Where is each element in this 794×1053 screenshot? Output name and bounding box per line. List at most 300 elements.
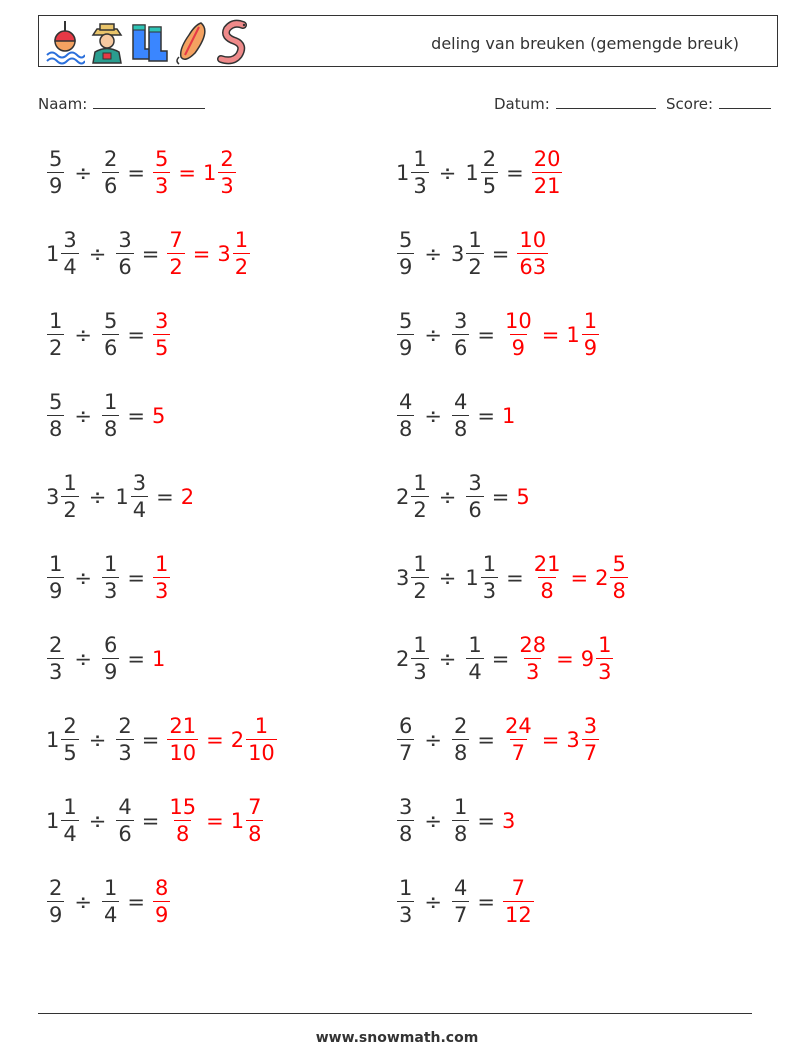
divisor: [115, 473, 149, 521]
whole-number: 2: [396, 485, 410, 509]
denominator: 2: [63, 498, 77, 522]
answer: [531, 149, 564, 197]
numerator: 1: [399, 876, 413, 900]
denominator: 8: [103, 417, 118, 441]
numerator: 15: [169, 795, 197, 819]
numerator: 10: [504, 309, 532, 333]
numerator: 21: [169, 714, 197, 738]
equals-sign: =: [127, 323, 145, 347]
divisor: [115, 230, 134, 278]
footer-url: www.snowmath.com: [315, 1030, 479, 1046]
denominator: 6: [118, 822, 132, 846]
numerator: 1: [413, 147, 427, 171]
denominator: 3: [49, 660, 63, 684]
dividend: [396, 878, 415, 926]
denominator: 8: [453, 741, 468, 765]
numerator: 4: [399, 390, 413, 414]
dividend: [396, 473, 430, 521]
denominator: 6: [453, 336, 468, 360]
whole-number: 1: [465, 566, 479, 590]
denominator: 8: [49, 417, 63, 441]
divide-sign: ÷: [438, 485, 457, 509]
problem-item: [396, 303, 600, 367]
answer: [152, 554, 171, 602]
whole-number: 3: [46, 485, 60, 509]
equals-sign: =: [491, 242, 510, 266]
fraction: [153, 554, 170, 602]
denominator: 8: [612, 579, 626, 603]
fraction: [397, 311, 414, 359]
numerator: 2: [49, 876, 63, 900]
denominator: 8: [248, 822, 262, 846]
numerator: 1: [453, 795, 468, 819]
whole-number: 1: [566, 323, 580, 347]
divide-sign: ÷: [88, 485, 107, 509]
divisor: [101, 554, 120, 602]
divide-sign: ÷: [74, 647, 92, 671]
fraction: [47, 392, 64, 440]
numerator: 1: [103, 390, 118, 414]
fraction: [116, 716, 133, 764]
problem-item: [46, 141, 237, 205]
numerator: 8: [154, 876, 169, 900]
divide-sign: ÷: [74, 161, 92, 185]
denominator: 4: [468, 660, 482, 684]
denominator: 8: [453, 822, 468, 846]
equals-sign: =: [477, 404, 495, 428]
numerator: 3: [583, 714, 598, 738]
numerator: 1: [468, 633, 482, 657]
numerator: 1: [154, 552, 169, 576]
whole-number: 2: [396, 647, 410, 671]
whole-number: 3: [566, 728, 580, 752]
numerator: 3: [118, 228, 132, 252]
denominator: 2: [234, 255, 249, 279]
denominator: 6: [103, 174, 118, 198]
problem-item: [46, 546, 171, 610]
fraction: [452, 878, 469, 926]
divisor: [101, 149, 120, 197]
fraction: [102, 554, 119, 602]
denominator: 8: [399, 417, 413, 441]
fraction: [397, 392, 414, 440]
answer: [217, 230, 251, 278]
numerator: 24: [504, 714, 532, 738]
equals-sign: =: [491, 647, 510, 671]
equals-sign: =: [127, 890, 145, 914]
numerator: 2: [118, 714, 132, 738]
fraction: [246, 716, 277, 764]
fraction: [532, 149, 563, 197]
answer: [502, 311, 535, 359]
dividend: [46, 716, 80, 764]
answer: [152, 647, 166, 671]
score-label: Score:: [666, 95, 714, 113]
fraction: [610, 554, 627, 602]
problem-item: [396, 627, 614, 691]
whole-number: 1: [151, 647, 166, 671]
denominator: 5: [63, 741, 77, 765]
fishing-lure-icon: [171, 19, 211, 65]
fraction: [517, 635, 548, 683]
equals-sign: =: [477, 728, 495, 752]
denominator: 3: [526, 660, 540, 684]
fraction: [411, 473, 428, 521]
fraction: [503, 878, 534, 926]
fraction: [47, 878, 64, 926]
problem-item: [46, 222, 251, 286]
divisor: [465, 554, 499, 602]
answer: [595, 554, 629, 602]
divisor: [451, 716, 470, 764]
dividend: [396, 554, 430, 602]
divide-sign: ÷: [438, 647, 457, 671]
denominator: 7: [583, 741, 598, 765]
fisherman-icon: [87, 19, 127, 65]
problem-item: [46, 465, 195, 529]
numerator: 1: [583, 309, 598, 333]
answer: [566, 311, 600, 359]
fraction: [116, 797, 133, 845]
fraction: [397, 230, 414, 278]
fraction: [47, 311, 64, 359]
answer: [231, 716, 278, 764]
rubber-boots-icon: [129, 19, 169, 65]
answer: [581, 635, 615, 683]
header-icons: [45, 19, 255, 65]
fraction: [61, 716, 78, 764]
fraction: [233, 230, 250, 278]
equals-sign: =: [556, 647, 574, 671]
divide-sign: ÷: [438, 161, 457, 185]
answer: [516, 635, 549, 683]
footer-divider: [38, 1013, 752, 1014]
divisor: [101, 878, 120, 926]
denominator: 8: [176, 822, 190, 846]
problem-item: [46, 870, 171, 934]
denominator: 5: [482, 174, 497, 198]
dividend: [396, 635, 430, 683]
divide-sign: ÷: [424, 728, 442, 752]
numerator: 4: [453, 390, 468, 414]
numerator: 5: [103, 309, 118, 333]
equals-sign: =: [506, 161, 524, 185]
numerator: 7: [248, 795, 262, 819]
denominator: 4: [63, 822, 77, 846]
name-label: Naam:: [38, 95, 88, 113]
answer: [566, 716, 600, 764]
denominator: 3: [118, 741, 132, 765]
fraction: [102, 878, 119, 926]
fraction: [411, 635, 428, 683]
denominator: 3: [598, 660, 612, 684]
fraction: [102, 635, 119, 683]
equals-sign: =: [570, 566, 589, 590]
worksheet-header: [38, 15, 778, 67]
fraction: [246, 797, 263, 845]
equals-sign: =: [477, 323, 495, 347]
fraction: [503, 311, 534, 359]
answer: [166, 230, 185, 278]
numerator: 5: [612, 552, 626, 576]
denominator: 2: [49, 336, 63, 360]
numerator: 4: [453, 876, 468, 900]
whole-number: 1: [46, 728, 60, 752]
equals-sign: =: [127, 566, 145, 590]
dividend: [46, 149, 65, 197]
numerator: 2: [63, 714, 77, 738]
fraction: [167, 716, 198, 764]
fraction: [218, 149, 235, 197]
divide-sign: ÷: [88, 242, 107, 266]
numerator: 7: [511, 876, 526, 900]
fraction: [47, 554, 64, 602]
problem-item: [46, 303, 171, 367]
whole-number: 1: [46, 809, 60, 833]
divide-sign: ÷: [74, 404, 92, 428]
fraction: [397, 797, 414, 845]
divide-sign: ÷: [438, 566, 457, 590]
numerator: 28: [519, 633, 547, 657]
denominator: 9: [154, 903, 169, 927]
denominator: 2: [413, 498, 427, 522]
whole-number: 1: [501, 404, 516, 428]
denominator: 6: [118, 255, 132, 279]
whole-number: 1: [46, 242, 60, 266]
equals-sign: =: [141, 809, 160, 833]
whole-number: 3: [217, 242, 231, 266]
denominator: 3: [413, 660, 427, 684]
equals-sign: =: [541, 323, 560, 347]
score-line: [719, 92, 771, 109]
numerator: 2: [49, 633, 63, 657]
denominator: 7: [399, 741, 413, 765]
fraction: [131, 473, 148, 521]
numerator: 20: [533, 147, 561, 171]
dividend: [46, 878, 65, 926]
divisor: [115, 797, 134, 845]
dividend: [46, 554, 65, 602]
denominator: 3: [399, 903, 413, 927]
numerator: 1: [254, 714, 269, 738]
equals-sign: =: [127, 647, 145, 671]
numerator: 2: [453, 714, 468, 738]
dividend: [46, 311, 65, 359]
name-field: [38, 92, 205, 113]
divide-sign: ÷: [74, 566, 92, 590]
date-field: [494, 92, 656, 113]
divide-sign: ÷: [74, 323, 92, 347]
problem-item: [46, 627, 166, 691]
problem-item: [396, 465, 531, 529]
divisor: [101, 392, 120, 440]
equals-sign: =: [477, 809, 495, 833]
whole-number: 1: [230, 809, 245, 833]
dividend: [396, 149, 430, 197]
dividend: [396, 230, 415, 278]
fraction: [153, 149, 170, 197]
answer: [152, 878, 171, 926]
fraction: [61, 473, 78, 521]
denominator: 7: [453, 903, 468, 927]
numerator: 5: [49, 147, 63, 171]
numerator: 1: [103, 876, 118, 900]
whole-number: 5: [151, 404, 166, 428]
fraction: [167, 230, 184, 278]
fraction: [167, 797, 198, 845]
fraction: [466, 473, 483, 521]
answer: [152, 311, 171, 359]
answer: [531, 554, 564, 602]
numerator: 3: [132, 471, 147, 495]
answer: [502, 404, 516, 428]
denominator: 21: [533, 174, 561, 198]
problem-item: [396, 870, 535, 934]
denominator: 2: [413, 579, 427, 603]
problem-item: [46, 789, 264, 853]
whole-number: 1: [115, 485, 129, 509]
answer: [203, 149, 237, 197]
denominator: 8: [453, 417, 468, 441]
equals-sign: =: [192, 242, 211, 266]
equals-sign: =: [206, 809, 224, 833]
fraction: [481, 554, 498, 602]
dividend: [396, 392, 415, 440]
whole-number: 2: [230, 728, 245, 752]
equals-sign: =: [127, 404, 145, 428]
denominator: 3: [103, 579, 118, 603]
answer: [502, 878, 535, 926]
equals-sign: =: [127, 161, 145, 185]
divisor: [451, 230, 485, 278]
denominator: 10: [248, 741, 275, 765]
equals-sign: =: [477, 890, 495, 914]
fraction: [61, 797, 78, 845]
numerator: 1: [234, 228, 249, 252]
numerator: 1: [103, 552, 118, 576]
divide-sign: ÷: [74, 890, 92, 914]
equals-sign: =: [541, 728, 560, 752]
numerator: 5: [49, 390, 63, 414]
name-line: [93, 92, 205, 109]
whole-number: 1: [202, 161, 217, 185]
answer: [152, 404, 166, 428]
fraction: [452, 797, 469, 845]
numerator: 1: [63, 795, 77, 819]
denominator: 6: [468, 498, 482, 522]
denominator: 8: [399, 822, 413, 846]
numerator: 1: [413, 633, 427, 657]
fraction: [582, 716, 599, 764]
denominator: 4: [132, 498, 147, 522]
equals-sign: =: [141, 242, 160, 266]
numerator: 21: [533, 552, 561, 576]
divide-sign: ÷: [424, 242, 442, 266]
denominator: 9: [49, 579, 63, 603]
problem-item: [396, 222, 549, 286]
numerator: 2: [103, 147, 118, 171]
denominator: 5: [154, 336, 169, 360]
dividend: [396, 716, 415, 764]
numerator: 3: [399, 795, 413, 819]
dividend: [46, 797, 80, 845]
fraction: [153, 311, 170, 359]
denominator: 9: [103, 660, 118, 684]
divide-sign: ÷: [424, 809, 442, 833]
whole-number: 2: [595, 566, 609, 590]
divisor: [451, 878, 470, 926]
dividend: [46, 230, 80, 278]
answer: [516, 485, 530, 509]
denominator: 4: [103, 903, 118, 927]
numerator: 3: [468, 471, 482, 495]
fraction: [452, 392, 469, 440]
fraction: [61, 230, 78, 278]
fraction: [397, 878, 414, 926]
equals-sign: =: [491, 485, 510, 509]
denominator: 3: [220, 174, 234, 198]
numerator: 5: [399, 228, 413, 252]
denominator: 9: [511, 336, 526, 360]
denominator: 6: [103, 336, 118, 360]
equals-sign: =: [178, 161, 196, 185]
denominator: 9: [583, 336, 598, 360]
whole-number: 3: [450, 242, 465, 266]
numerator: 4: [118, 795, 132, 819]
numerator: 1: [468, 228, 482, 252]
numerator: 5: [154, 147, 169, 171]
answer: [502, 809, 516, 833]
fraction: [397, 716, 414, 764]
divide-sign: ÷: [424, 890, 442, 914]
whole-number: 3: [501, 809, 516, 833]
fraction: [582, 311, 599, 359]
fraction: [532, 554, 563, 602]
numerator: 3: [154, 309, 169, 333]
numerator: 1: [49, 309, 63, 333]
fraction: [47, 635, 64, 683]
problem-item: [396, 708, 600, 772]
answer: [502, 716, 535, 764]
equals-sign: =: [141, 728, 160, 752]
whole-number: 3: [396, 566, 410, 590]
fraction: [411, 149, 428, 197]
divisor: [451, 797, 470, 845]
numerator: 5: [399, 309, 413, 333]
answer: [152, 149, 171, 197]
divisor: [465, 473, 484, 521]
whole-number: 1: [465, 161, 479, 185]
equals-sign: =: [206, 728, 224, 752]
whole-number: 5: [516, 485, 530, 509]
equals-sign: =: [156, 485, 174, 509]
fraction: [47, 149, 64, 197]
denominator: 10: [169, 741, 197, 765]
fraction: [466, 635, 483, 683]
dividend: [46, 473, 80, 521]
answer: [181, 485, 195, 509]
numerator: 1: [598, 633, 612, 657]
fraction: [596, 635, 613, 683]
dividend: [396, 797, 415, 845]
dividend: [46, 635, 65, 683]
denominator: 63: [519, 255, 547, 279]
score-field: [666, 92, 771, 113]
fishing-bobber-icon: [45, 19, 85, 65]
numerator: 1: [49, 552, 63, 576]
denominator: 3: [482, 579, 497, 603]
whole-number: 1: [396, 161, 410, 185]
